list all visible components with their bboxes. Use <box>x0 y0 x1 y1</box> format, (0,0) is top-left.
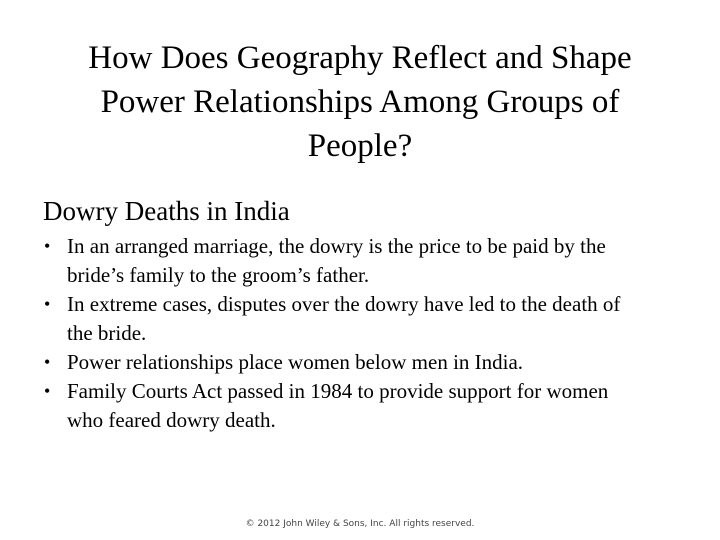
slide-subtitle: Dowry Deaths in India <box>43 196 290 226</box>
bullet-item <box>43 377 643 435</box>
bullet-icon: • <box>44 381 51 401</box>
bullet-icon: • <box>44 236 51 256</box>
slide-title-line-3: People? <box>307 128 413 164</box>
bullet-item <box>43 232 643 290</box>
bullet-text: In an arranged marriage, the dowry is the price to be paid by the bride’s family to the groom’s father. <box>67 234 606 287</box>
copyright-footer: © 2012 John Wiley & Sons, Inc. All rights reserved. <box>245 519 475 529</box>
slide-title-line-1: How Does Geography Reflect and Shape <box>88 40 632 76</box>
bullet-item <box>43 290 643 348</box>
bullet-list <box>43 232 643 435</box>
slide-title-line-2: Power Relationships Among Groups of <box>100 84 620 120</box>
bullet-item <box>43 348 643 377</box>
bullet-icon: • <box>44 352 51 372</box>
bullet-text: In extreme cases, disputes over the dowry have led to the death of the bride. <box>67 292 621 345</box>
bullet-text: Power relationships place women below men in India. <box>67 350 524 374</box>
bullet-text: Family Courts Act passed in 1984 to provide support for women who feared dowry death. <box>67 379 609 432</box>
bullet-icon: • <box>44 294 51 314</box>
slide-title <box>30 36 690 168</box>
